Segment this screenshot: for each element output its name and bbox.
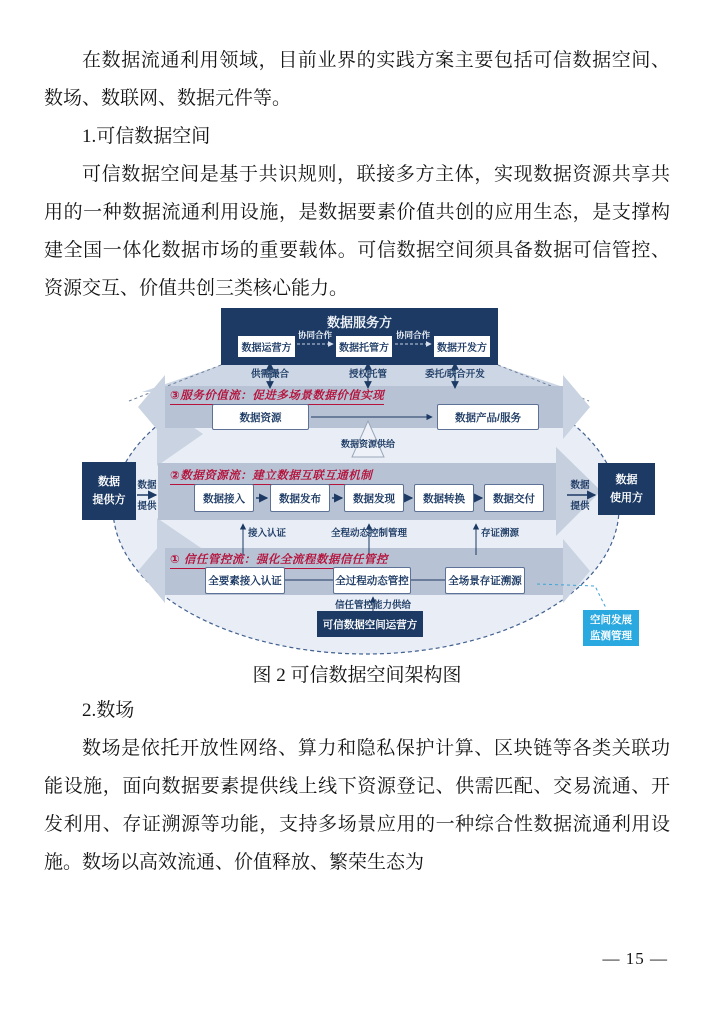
service-value-flow-title: ③服务价值流：促进多场景数据价值实现	[170, 387, 384, 405]
data-operator-box: 数据运营方	[238, 336, 295, 357]
all-element-auth-node: 全要素接入认证	[205, 567, 285, 594]
space-monitor-box	[583, 610, 639, 646]
supply-matching-label: 供需撮合	[250, 369, 289, 380]
data-provider-box	[82, 462, 136, 520]
data-product-service-node: 数据产品/服务	[437, 404, 539, 430]
evidence-trace-label: 存证溯源	[481, 528, 520, 539]
data-publish-node: 数据发布	[270, 484, 330, 512]
monitor-line1: 空间发展	[590, 614, 632, 626]
data-access-node: 数据接入	[194, 484, 254, 512]
resource-supply-label: 数据资源供给	[340, 439, 395, 449]
data-resource-flow-title: ②数据资源流：建立数据互联互通机制	[170, 467, 372, 485]
data-discovery-node: 数据发现	[344, 484, 404, 512]
service-party-title: 数据服务方	[326, 315, 392, 330]
trust-capability-label: 信任管控能力供给	[334, 600, 411, 611]
data-resource-node: 数据资源	[212, 404, 309, 430]
figure-trusted-data-space-architecture	[0, 308, 714, 658]
joint-development-label: 委托/联合开发	[425, 369, 485, 380]
heading-data-field: 2.数场	[82, 700, 135, 721]
access-auth-label: 接入认证	[248, 528, 287, 539]
lower-text-block	[0, 692, 714, 882]
figure-caption: 图 2 可信数据空间架构图	[252, 665, 462, 686]
provide-right-line2: 提供	[570, 501, 590, 512]
collab-label-1: 协同合作	[297, 330, 332, 340]
paragraph-trusted-data-space: 可信数据空间是基于共识规则，联接多方主体，实现数据资源共享共用的一种数据流通利用设施，是数据要素价值共创的应用生态，是支撑构建全国一体化数据市场的重要载体。可信数据空间须具备数据可信管控、资源交互、价值共创三类核心能力。	[44, 164, 670, 299]
heading-trusted-data-space: 1.可信数据空间	[82, 126, 211, 147]
provider-line2: 提供方	[92, 494, 126, 506]
paragraph-data-field: 数场是依托开放性网络、算力和隐私保护计算、区块链等各类关联功能设施，面向数据要素提供线上线下资源登记、供需匹配、交易流通、开发利用、存证溯源等功能，支持多场景应用的一种综合性数据流通利用设施。数场以高效流通、价值释放、繁荣生态为	[44, 738, 670, 873]
paragraph-intro: 在数据流通利用领域，目前业界的实践方案主要包括可信数据空间、数场、数联网、数据元件等。	[44, 50, 670, 109]
authorized-custody-label: 授权托管	[348, 369, 387, 380]
collab-label-2: 协同合作	[395, 330, 430, 340]
whole-process-control-node: 全过程动态管控	[333, 567, 411, 594]
data-delivery-node: 数据交付	[484, 484, 544, 512]
trust-control-flow-title: ① 信任管控流：强化全流程数据信任管控	[170, 551, 388, 569]
provide-left-line1: 数据	[137, 480, 157, 491]
data-consumer-box	[598, 463, 655, 515]
provider-line1: 数据	[98, 476, 120, 488]
consumer-line1: 数据	[615, 474, 638, 486]
data-developer-box: 数据开发方	[434, 336, 490, 357]
all-scene-trace-node: 全场景存证溯源	[445, 567, 525, 594]
consumer-line2: 使用方	[610, 492, 643, 504]
upper-text-block	[0, 0, 714, 308]
provide-right-line1: 数据	[570, 480, 590, 491]
page-number: — 15 —	[602, 949, 668, 968]
space-operator-box: 可信数据空间运营方	[317, 611, 423, 637]
dynamic-control-label: 全程动态控制管理	[330, 528, 407, 539]
monitor-line2: 监测管理	[590, 630, 632, 642]
provide-left-line2: 提供	[137, 501, 157, 512]
data-custodian-box: 数据托管方	[336, 336, 392, 357]
data-transform-node: 数据转换	[414, 484, 474, 512]
